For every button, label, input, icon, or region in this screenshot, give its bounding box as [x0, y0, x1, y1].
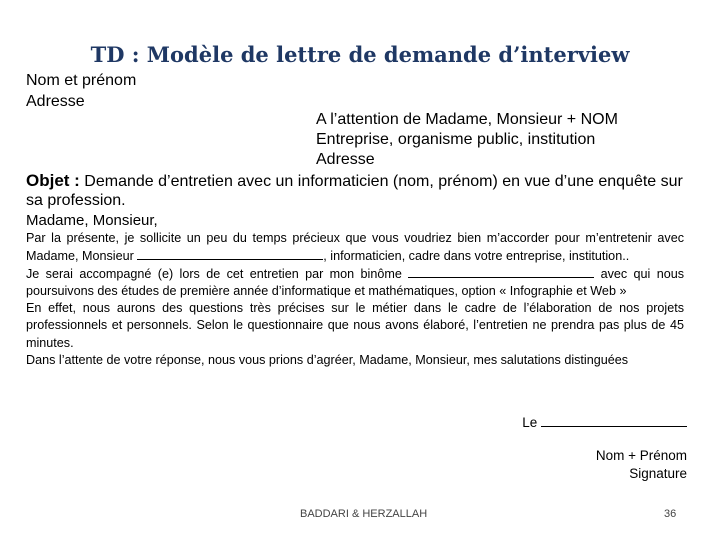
paragraph-2: Je serai accompagné (e) lors de cet entretien par mon binôme avec qui nous poursuivons des études de première année d’informatique et mathématiques, option « Infographie et Web »	[26, 267, 685, 299]
recipient-line-3: Adresse	[316, 151, 375, 168]
sender-address: Adresse	[26, 93, 85, 110]
recipient-line-1: A l’attention de Madame, Monsieur + NOM	[316, 111, 618, 128]
recipient-line-2: Entreprise, organisme public, institution	[316, 131, 596, 148]
page-title: TD : Modèle de lettre de demande d’interview	[90, 42, 630, 67]
page-number: 36	[664, 508, 677, 520]
subject-line	[26, 171, 686, 210]
signature-block	[596, 447, 687, 483]
salutation: Madame, Monsieur,	[26, 212, 158, 229]
paragraph-3: En effet, nous aurons des questions très précises sur le métier dans le cadre de l’élaboration de nos projets professionnels et personnels. Selon le questionnaire que nous avons élaboré, l’entretien ne prendra pas plus de 45 minutes.	[26, 301, 684, 350]
subject-text: Demande d’entretien avec un informaticien (nom, prénom) en vue d’une enquête sur sa profession.	[26, 173, 683, 209]
date-line: Le	[522, 414, 687, 430]
recipient-block	[316, 110, 618, 170]
signature-label: Signature	[629, 466, 687, 481]
date-blank	[541, 414, 687, 427]
footer-authors: BADDARI & HERZALLAH	[300, 508, 428, 520]
letter-body	[26, 230, 684, 369]
sender-name: Nom et prénom	[26, 72, 137, 89]
blank-line	[137, 247, 323, 260]
signature-name: Nom + Prénom	[595, 448, 687, 463]
blank-line	[408, 265, 594, 278]
subject-label: Objet :	[26, 171, 80, 190]
paragraph-4: Dans l’attente de votre réponse, nous vous prions d’agréer, Madame, Monsieur, mes salutations distinguées	[26, 352, 629, 367]
paragraph-1: Par la présente, je sollicite un peu du temps précieux que vous voudriez bien m’accorder pour m’entretenir avec Madame, Monsieur , informaticien, cadre dans votre entreprise, institution..	[26, 231, 684, 264]
